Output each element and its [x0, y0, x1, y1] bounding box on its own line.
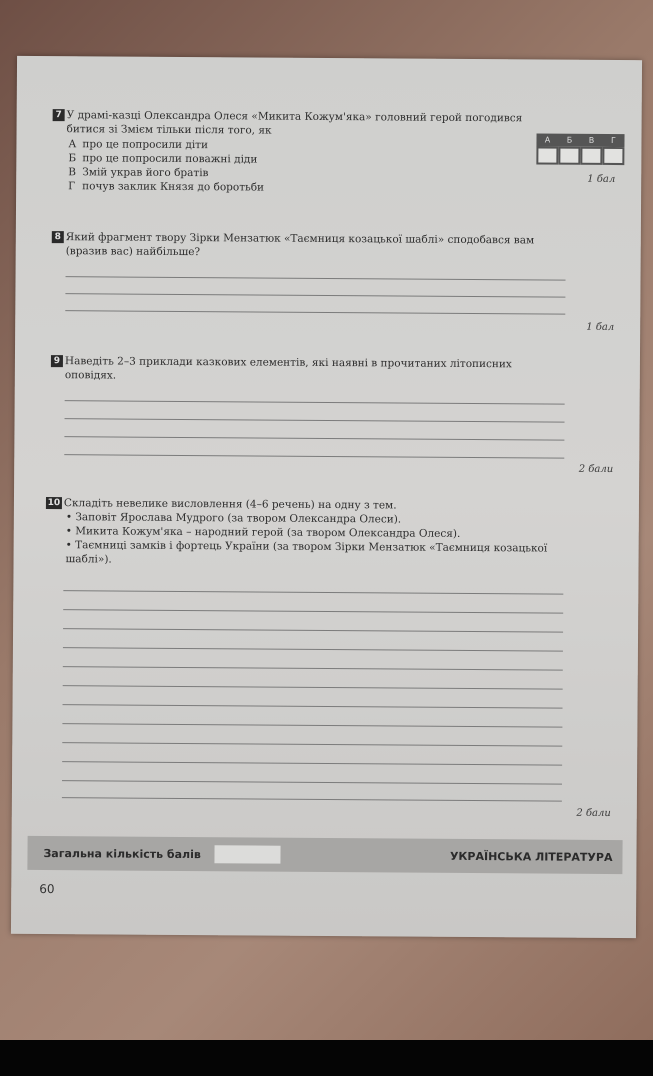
- answer-line[interactable]: [63, 609, 563, 613]
- topic-list: [64, 510, 584, 570]
- answer-line[interactable]: [63, 666, 563, 670]
- points-label: 2 бали: [578, 463, 614, 476]
- page-number: 60: [39, 882, 55, 897]
- question-number-badge: 8: [52, 231, 64, 243]
- topic-item: • Микита Кожум'яка – народний герой (за твором Олександра Олеся).: [66, 524, 584, 542]
- points-label: 1 бал: [587, 173, 616, 186]
- question-number-badge: 7: [53, 109, 65, 121]
- answer-line[interactable]: [65, 400, 565, 404]
- question-text: Складіть невелике висловлення (4–6 речень) на одну з тем.: [63, 497, 397, 512]
- subject-label: УКРАЇНСЬКА ЛІТЕРАТУРА: [449, 849, 613, 865]
- answer-line[interactable]: [64, 454, 564, 458]
- question-text: У драмі-казці Олександра Олеся «Микита Кожум'яка» головний герой погодився битися зі Змієм тільки після того, як: [66, 109, 523, 137]
- answer-line[interactable]: [62, 797, 562, 801]
- answer-line[interactable]: [64, 436, 564, 440]
- answer-line[interactable]: [62, 723, 562, 727]
- option-c: В Змій украв його братів: [68, 166, 209, 180]
- question-8: [54, 230, 546, 261]
- option-b: Б про це попросили поважні діди: [68, 152, 258, 166]
- answer-grid: [536, 133, 624, 165]
- answer-line[interactable]: [65, 418, 565, 422]
- answer-box-c[interactable]: [580, 147, 602, 165]
- answer-line[interactable]: [63, 590, 563, 594]
- question-text: Наведіть 2–3 приклади казкових елементів, які наявні в прочитаних літописних оповідях.: [64, 355, 512, 382]
- answer-box-b[interactable]: [558, 147, 580, 165]
- worksheet-page: [11, 56, 642, 938]
- answer-line[interactable]: [62, 780, 562, 784]
- answer-line[interactable]: [63, 704, 563, 708]
- answer-line[interactable]: [62, 761, 562, 765]
- question-number-badge: 9: [51, 355, 63, 367]
- question-text: Який фрагмент твору Зірки Мензатюк «Таємниця козацької шаблі» сподобався вам (вразив вас) найбільше?: [65, 231, 535, 259]
- points-label: 1 бал: [586, 321, 615, 334]
- answer-line[interactable]: [63, 628, 563, 632]
- bottom-black-bar: [0, 1040, 653, 1076]
- topic-item: • Заповіт Ярослава Мудрого (за твором Олександра Олеси).: [66, 510, 584, 528]
- answer-box-a[interactable]: [536, 146, 558, 164]
- points-label: 2 бали: [576, 807, 611, 819]
- topic-item: • Таємниці замків і фортець України (за твором Зірки Мензатюк «Таємниця козацької шаблі»).: [66, 538, 584, 570]
- answer-grid-boxes: [536, 146, 624, 165]
- score-footer: [27, 836, 622, 874]
- answer-box-d[interactable]: [602, 147, 624, 165]
- total-score-box[interactable]: [214, 845, 280, 863]
- question-number-badge: 10: [47, 498, 61, 509]
- option-d: Г почув заклик Князя до боротьби: [68, 180, 265, 194]
- answer-line[interactable]: [63, 647, 563, 651]
- question-7: [55, 108, 547, 196]
- answer-line[interactable]: [63, 685, 563, 689]
- total-score-label: Загальна кількість балів: [43, 847, 201, 862]
- question-10: [47, 496, 584, 570]
- answer-line[interactable]: [62, 742, 562, 746]
- answer-line[interactable]: [65, 293, 565, 297]
- answer-grid-header: А Б В Г: [536, 133, 624, 147]
- answer-line[interactable]: [65, 310, 565, 314]
- answer-line[interactable]: [66, 276, 566, 280]
- answer-options: [66, 137, 546, 196]
- question-9: [53, 354, 545, 385]
- option-a: А про це попросили діти: [68, 138, 209, 152]
